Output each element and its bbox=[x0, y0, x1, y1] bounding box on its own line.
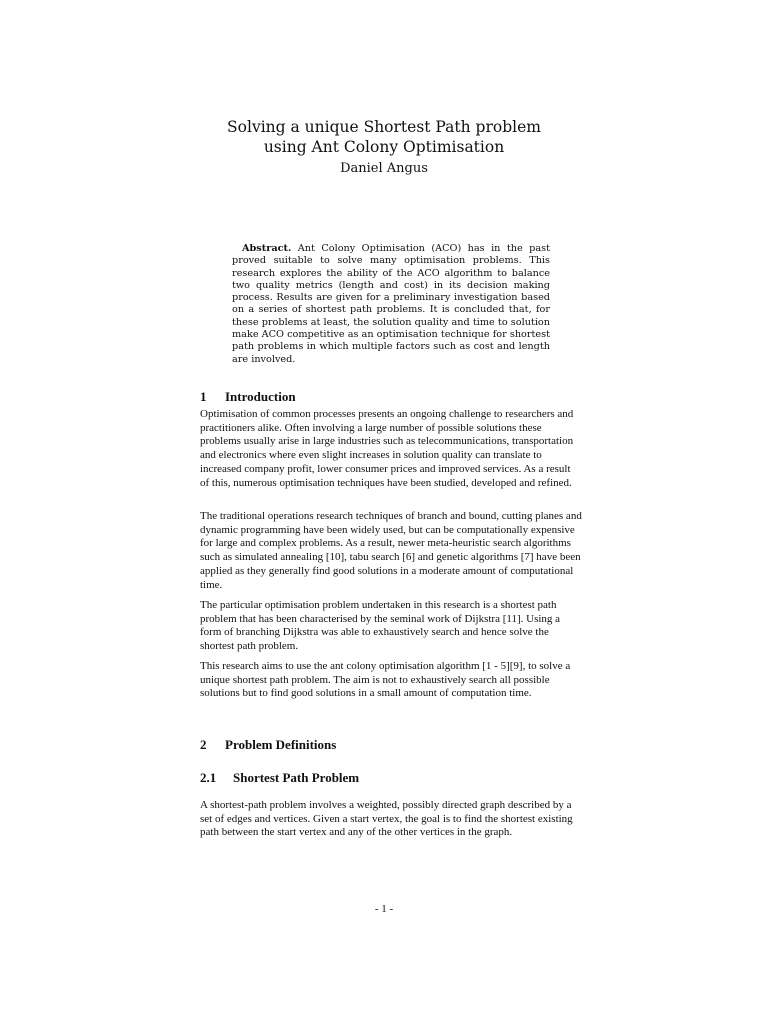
intro-paragraph-4: This research aims to use the ant colony optimisation algorithm [1 - 5][9], to solve a unique shortest path problem. The aim is not to exhaustively search all possible solutions but to find good solutions in a small amount of computation time. bbox=[200, 660, 571, 700]
abstract-label: Abstract. bbox=[242, 243, 292, 254]
subsection-title: Shortest Path Problem bbox=[233, 770, 360, 785]
subsection-number: 2.1 bbox=[200, 770, 217, 785]
author-name: Daniel Angus bbox=[340, 161, 428, 176]
abstract-text: Ant Colony Optimisation (ACO) has in the past proved suitable to solve many optimisation problems. This research explores the ability of the ACO algorithm to balance two quality metrics (length and cost) in its decision making process. Results are given for a preliminary investigation based on a series of shortest path problems. It is concluded that, for these problems at least, the solution quality and time to solution make ACO competitive as an optimisation technique for shortest path problems in which multiple factors such as cost and length are involved. bbox=[232, 243, 551, 365]
section-title: Introduction bbox=[225, 389, 296, 404]
paper-title bbox=[0, 117, 768, 157]
section-number: 2 bbox=[200, 737, 207, 752]
subsection-heading-shortest-path bbox=[200, 770, 359, 786]
abstract bbox=[232, 243, 550, 366]
section-heading-introduction bbox=[200, 389, 296, 405]
title-line-2: using Ant Colony Optimisation bbox=[263, 138, 505, 156]
intro-paragraph-3: The particular optimisation problem undertaken in this research is a shortest path problem that has been characterised by the seminal work of Dijkstra [11]. Using a form of branching Dijkstra was able to exhaustively search and hence solve the shortest path problem. bbox=[200, 599, 561, 653]
intro-paragraph-1: Optimisation of common processes presents an ongoing challenge to researchers and practitioners alike. Often involving a large number of possible solutions these problems usually arise in large industries such as telecommunications, transportation and electronics where even slight increases in solution quality can translate to increased company profit, lower consumer prices and improved services. As a result of this, numerous optimisation techniques have been studied, developed and refined. bbox=[200, 408, 574, 489]
title-line-1: Solving a unique Shortest Path problem bbox=[227, 118, 541, 136]
section-heading-problem-definitions bbox=[200, 737, 336, 753]
shortest-path-paragraph: A shortest-path problem involves a weighted, possibly directed graph described by a set of edges and vertices. Given a start vertex, the goal is to find the shortest existing path between the start vertex and any of the other vertices in the graph. bbox=[200, 799, 573, 839]
page-number: - 1 - bbox=[374, 903, 394, 915]
section-number: 1 bbox=[200, 389, 207, 404]
intro-paragraph-2: The traditional operations research techniques of branch and bound, cutting planes and dynamic programming have been widely used, but can be computationally expensive for large and complex problems. As a result, newer meta-heuristic search algorithms such as simulated annealing [10], tabu search [6] and genetic algorithms [7] have been applied as they generally find good solutions in a moderate amount of computational time. bbox=[200, 510, 582, 591]
section-title: Problem Definitions bbox=[225, 737, 337, 752]
